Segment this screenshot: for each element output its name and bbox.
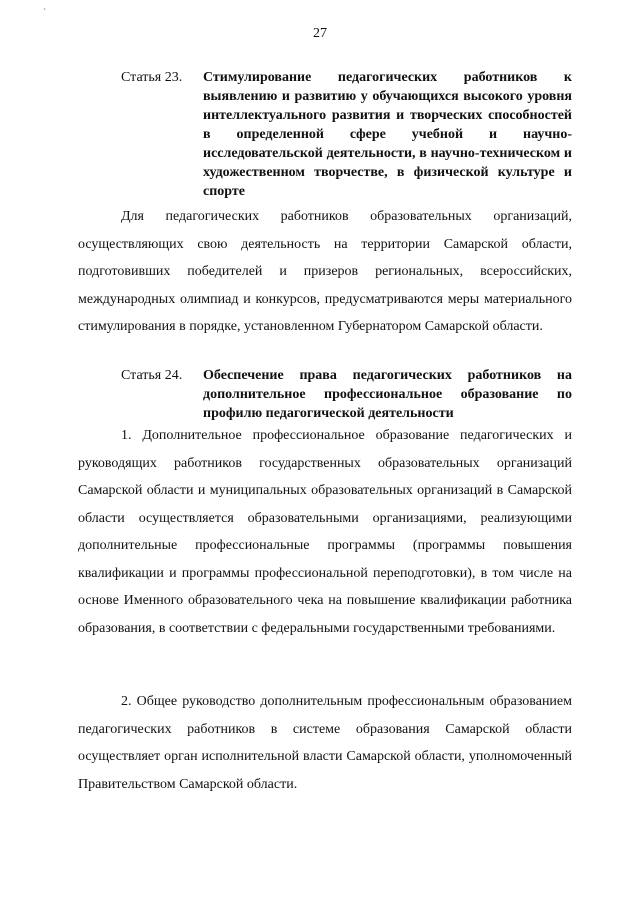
article-23-heading xyxy=(78,68,572,201)
article-24-title: Обеспечение права педагогических работников на дополнительное профессиональное образование по профилю педагогической деятельности xyxy=(203,368,572,421)
article-24-label: Статья 24. xyxy=(121,368,183,383)
article-23-label: Статья 23. xyxy=(121,70,183,85)
article-23-title: Стимулирование педагогических работников к выявлению и развитию у обучающихся высокого уровня интеллектуального развития и творческих способностей в определенной сфере учебной и научно-исследовательской деятельности, в научно-техническом и художественном творчестве, в физической культуре и спорте xyxy=(203,70,572,199)
article-23-paragraph: Для педагогических работников образовательных организаций, осуществляющих свою деятельность на территории Самарской области, подготовивших победителей и призеров региональных, всероссийских, международных олимпиад и конкурсов, предусматриваются меры материального стимулирования в порядке, установленном Губернатором Самарской области. xyxy=(78,209,572,334)
article-24-heading xyxy=(78,366,572,423)
article-24-paragraph-1: 1. Дополнительное профессиональное образование педагогических и руководящих работников государственных образовательных организаций Самарской области и муниципальных образовательных организаций в Самарской области осуществляется образовательными организациями, реализующими дополнительные профессиональные программы (программы повышения квалификации и программы профессиональной переподготовки), в том числе на основе Именного образовательного чека на повышение квалификации работника образования, в соответствии с федеральными государственными требованиями. xyxy=(78,428,572,636)
page-number: 27 xyxy=(313,26,327,41)
article-24-paragraph-2: 2. Общее руководство дополнительным профессиональным образованием педагогических работников в системе образования Самарской области осуществляет орган исполнительной власти Самарской области, уполномоченный Правительством Самарской области. xyxy=(78,694,572,792)
corner-mark: ` xyxy=(43,8,47,19)
